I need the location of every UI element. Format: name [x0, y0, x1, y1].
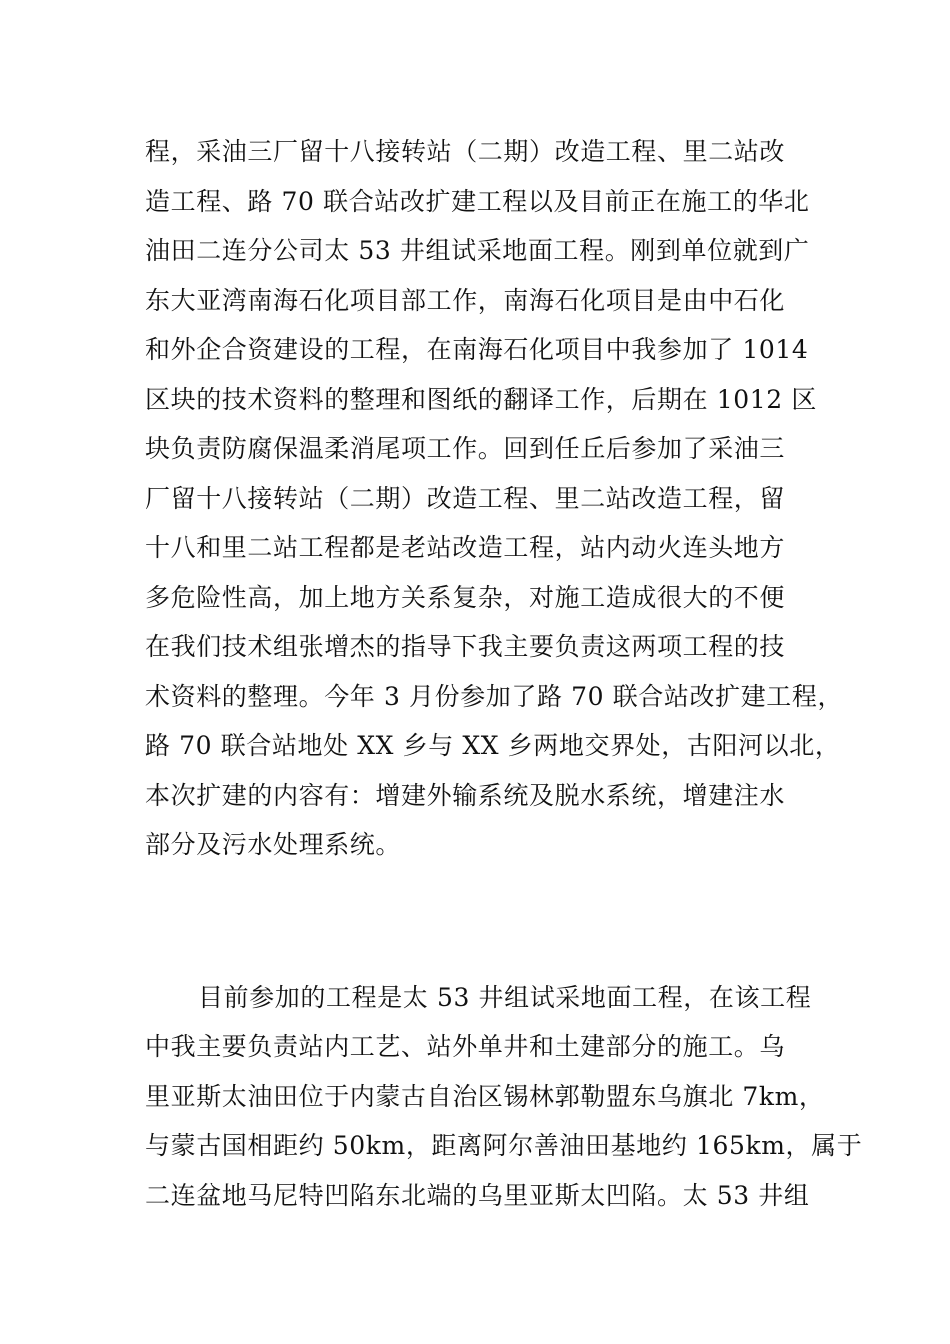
- text-line: 东大亚湾南海石化项目部工作，南海石化项目是由中石化: [145, 286, 786, 315]
- text-line: 造工程、路 70 联合站改扩建工程以及目前正在施工的华北: [145, 187, 810, 216]
- text-line: 块负责防腐保温柔消尾项工作。回到任丘后参加了采油三: [145, 434, 786, 463]
- text-line: 十八和里二站工程都是老站改造工程，站内动火连头地方: [145, 533, 786, 562]
- text-line: 和外企合资建设的工程，在南海石化项目中我参加了 1014: [145, 335, 809, 364]
- text-line: 区块的技术资料的整理和图纸的翻译工作，后期在 1012 区: [145, 385, 817, 414]
- text-line: 术资料的整理。今年 3 月份参加了路 70 联合站改扩建工程，: [145, 682, 844, 711]
- text-line: 里亚斯太油田位于内蒙古自治区锡林郭勒盟东乌旗北 7km，: [145, 1082, 825, 1111]
- text-line: 在我们技术组张增杰的指导下我主要负责这两项工程的技: [145, 632, 786, 661]
- text-line: 本次扩建的内容有：增建外输系统及脱水系统，增建注水: [145, 781, 786, 810]
- text-line: 目前参加的工程是太 53 井组试采地面工程，在该工程: [198, 983, 812, 1012]
- text-line: 路 70 联合站地处 XX 乡与 XX 乡两地交界处，古阳河以北，: [145, 731, 841, 760]
- text-line: 二连盆地马尼特凹陷东北端的乌里亚斯太凹陷。太 53 井组: [145, 1181, 810, 1210]
- text-line: 程，采油三厂留十八接转站（二期）改造工程、里二站改: [145, 137, 786, 166]
- text-line: 部分及污水处理系统。: [145, 830, 402, 859]
- text-line: 多危险性高，加上地方关系复杂，对施工造成很大的不便: [145, 583, 786, 612]
- text-line: 厂留十八接转站（二期）改造工程、里二站改造工程，留: [145, 484, 786, 513]
- text-line: 与蒙古国相距约 50km，距离阿尔善油田基地约 165km，属于: [145, 1131, 863, 1160]
- text-line: 中我主要负责站内工艺、站外单井和土建部分的施工。乌: [145, 1032, 786, 1061]
- text-line: 油田二连分公司太 53 井组试采地面工程。刚到单位就到广: [145, 236, 810, 265]
